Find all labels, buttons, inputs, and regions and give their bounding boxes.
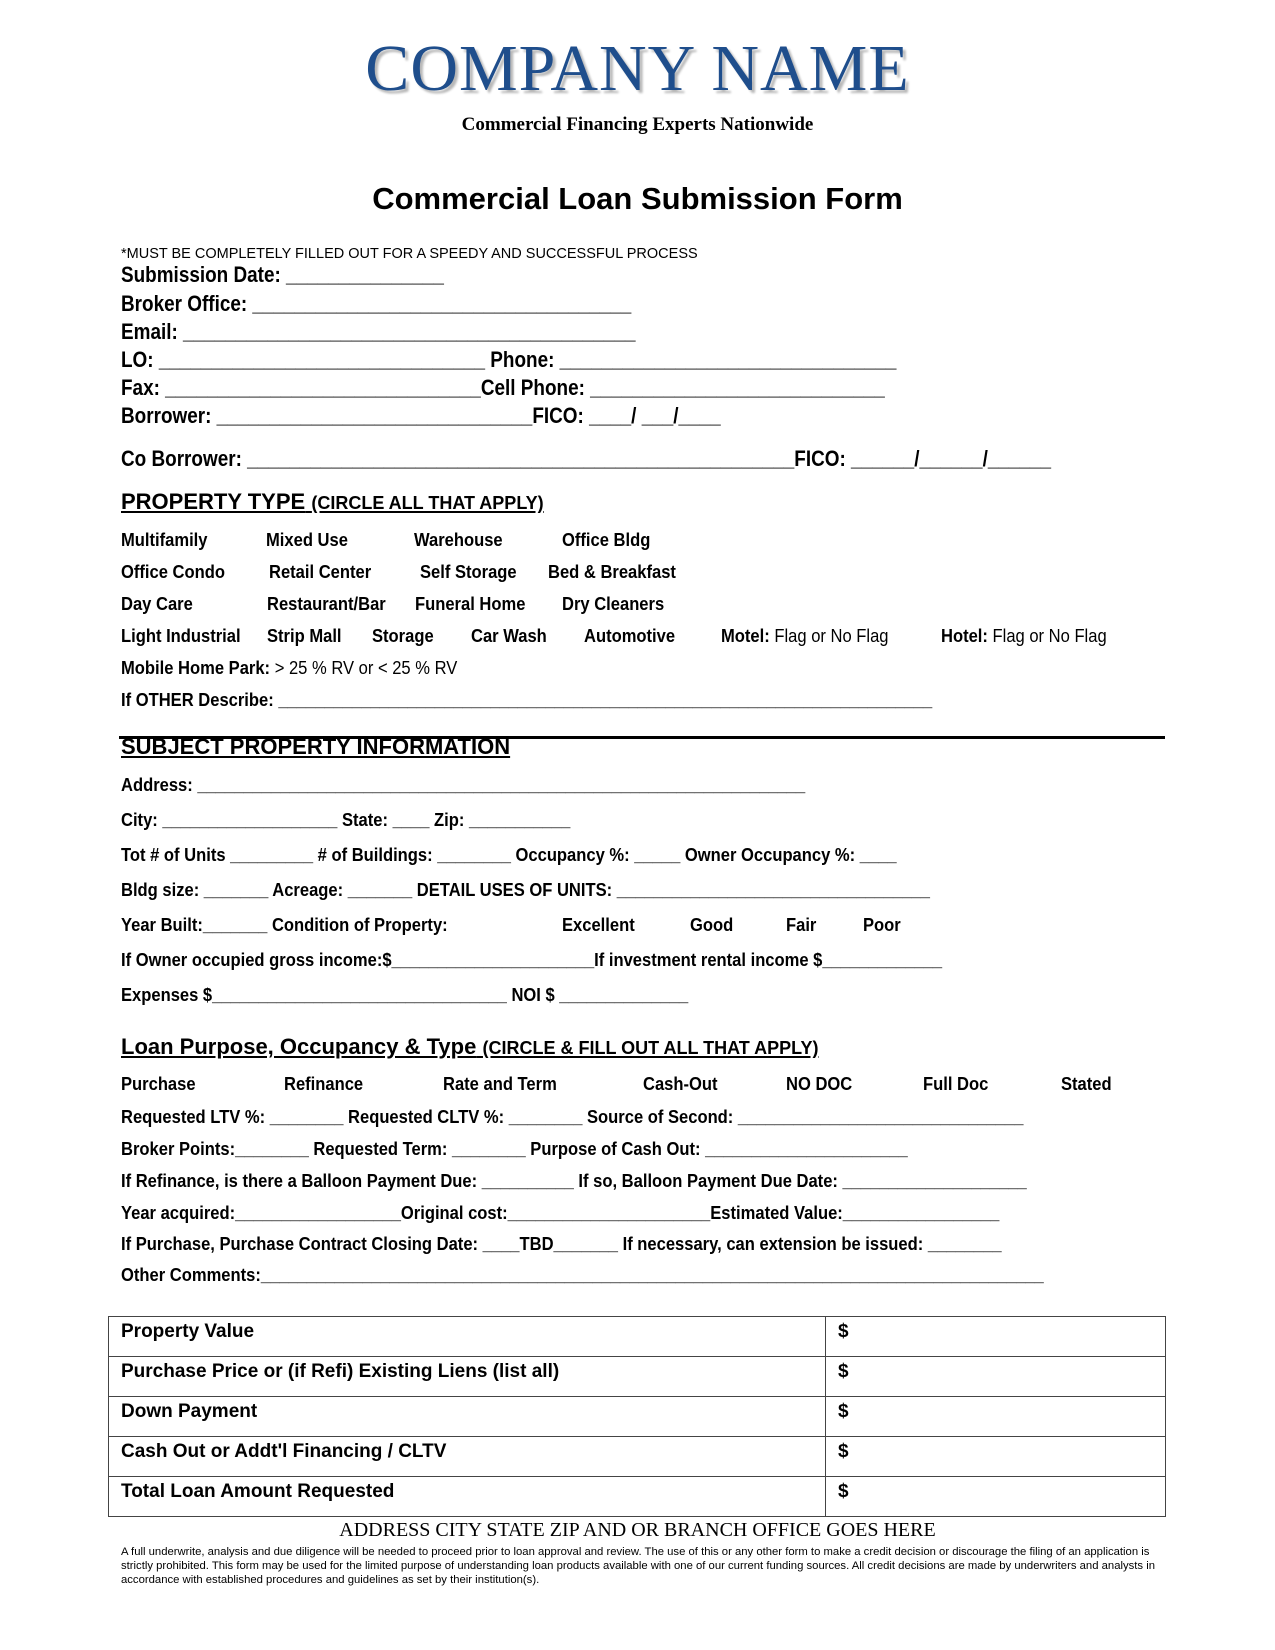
property-option[interactable]: Dry Cleaners <box>562 594 665 614</box>
hotel-option[interactable] <box>941 626 1107 647</box>
loan-purpose-heading <box>121 1034 818 1060</box>
loan-option-rate-and-term[interactable]: Rate and Term <box>443 1074 557 1094</box>
motel-flag-options[interactable]: Flag or No Flag <box>774 626 889 646</box>
completion-notice: *MUST BE COMPLETELY FILLED OUT FOR A SPEEDY AND SUCCESSFUL PROCESS <box>121 246 698 262</box>
fax-cell-fields[interactable]: Fax: ______________________________Cell Phone: ____________________________ <box>121 375 885 400</box>
submission-date-field[interactable]: Submission Date: _______________ <box>121 262 444 287</box>
motel-option[interactable] <box>721 626 889 647</box>
expenses-noi-fields[interactable]: Expenses $________________________________ NOI $ ______________ <box>121 985 689 1005</box>
table-row <box>109 1477 1166 1517</box>
income-fields[interactable]: If Owner occupied gross income:$______________________If investment rental income $_____________ <box>121 950 943 970</box>
property-option[interactable]: Funeral Home <box>415 594 526 614</box>
city-state-zip-fields[interactable]: City: ___________________ State: ____ Zip: ___________ <box>121 810 571 830</box>
property-option[interactable]: Automotive <box>584 626 676 646</box>
property-option[interactable]: Office Condo <box>121 562 225 582</box>
loan-purpose-instruction: (CIRCLE & FILL OUT ALL THAT APPLY) <box>482 1038 819 1058</box>
amount-cell[interactable]: $ <box>826 1477 1166 1517</box>
table-row <box>109 1437 1166 1477</box>
other-describe-field[interactable]: If OTHER Describe: _______________________________________________________________________ <box>121 690 933 710</box>
condition-fair[interactable]: Fair <box>786 915 817 935</box>
size-acreage-fields[interactable]: Bldg size: _______ Acreage: _______ DETAIL USES OF UNITS: __________________________________ <box>121 880 930 900</box>
loan-option-full-doc[interactable]: Full Doc <box>923 1074 989 1094</box>
mobile-home-rv-options[interactable]: > 25 % RV or < 25 % RV <box>274 658 458 678</box>
property-option[interactable]: Light Industrial <box>121 626 241 646</box>
property-option[interactable]: Car Wash <box>471 626 547 646</box>
company-tagline: Commercial Financing Experts Nationwide <box>461 114 814 135</box>
property-option[interactable]: Restaurant/Bar <box>267 594 386 614</box>
loan-summary-table <box>108 1316 1166 1517</box>
loan-option-no-doc[interactable]: NO DOC <box>786 1074 853 1094</box>
condition-poor[interactable]: Poor <box>863 915 901 935</box>
borrower-fico-fields[interactable]: Borrower: ______________________________FICO: ____/ ___/____ <box>121 403 721 428</box>
property-option[interactable]: Storage <box>372 626 434 646</box>
row-label: Property Value <box>109 1317 826 1357</box>
other-comments-field[interactable]: Other Comments:_____________________________________________________________________________________ <box>121 1265 1044 1285</box>
mobile-home-park-option[interactable] <box>121 658 457 679</box>
acquisition-value-fields[interactable]: Year acquired:__________________Original cost:______________________Estimated Value:_________________ <box>121 1203 1000 1223</box>
loan-option-cash-out[interactable]: Cash-Out <box>643 1074 718 1094</box>
condition-excellent[interactable]: Excellent <box>562 915 635 935</box>
loan-purpose-title: Loan Purpose, Occupancy & Type <box>121 1034 477 1059</box>
property-option[interactable]: Self Storage <box>420 562 517 582</box>
email-field[interactable]: Email: ___________________________________________ <box>121 319 636 344</box>
property-option[interactable]: Office Bldg <box>562 530 651 550</box>
property-type-instruction: (CIRCLE ALL THAT APPLY) <box>311 493 544 513</box>
amount-cell[interactable]: $ <box>826 1317 1166 1357</box>
lo-phone-fields[interactable]: LO: _______________________________ Phone: ________________________________ <box>121 347 897 372</box>
loan-option-purchase[interactable]: Purchase <box>121 1074 196 1094</box>
table-row <box>109 1317 1166 1357</box>
property-option[interactable]: Bed & Breakfast <box>548 562 676 582</box>
amount-cell[interactable]: $ <box>826 1357 1166 1397</box>
motel-label: Motel: <box>721 626 770 646</box>
amount-cell[interactable]: $ <box>826 1437 1166 1477</box>
table-row <box>109 1397 1166 1437</box>
closing-date-fields[interactable]: If Purchase, Purchase Contract Closing Date: ____TBD_______ If necessary, can extension be issued: ________ <box>121 1234 1002 1254</box>
loan-option-refinance[interactable]: Refinance <box>284 1074 364 1094</box>
table-row <box>109 1357 1166 1397</box>
property-type-heading <box>121 489 544 515</box>
subject-property-heading: SUBJECT PROPERTY INFORMATION <box>121 734 511 759</box>
balloon-payment-fields[interactable]: If Refinance, is there a Balloon Payment Due: __________ If so, Balloon Payment Due Date: ____________________ <box>121 1171 1027 1191</box>
points-term-fields[interactable]: Broker Points:________ Requested Term: ________ Purpose of Cash Out: ______________________ <box>121 1139 908 1159</box>
ltv-cltv-fields[interactable]: Requested LTV %: ________ Requested CLTV %: ________ Source of Second: _______________________________ <box>121 1107 1024 1127</box>
form-title: Commercial Loan Submission Form <box>372 181 903 216</box>
property-option[interactable]: Day Care <box>121 594 193 614</box>
property-type-title: PROPERTY TYPE <box>121 489 306 514</box>
broker-office-field[interactable]: Broker Office: ____________________________________ <box>121 291 632 316</box>
property-option[interactable]: Strip Mall <box>267 626 342 646</box>
co-borrower-fico-fields[interactable]: Co Borrower: ____________________________________________________FICO: ______/______/______ <box>121 446 1051 471</box>
mobile-home-label: Mobile Home Park: <box>121 658 271 678</box>
address-field[interactable]: Address: __________________________________________________________________ <box>121 775 806 795</box>
footer-disclaimer: A full underwrite, analysis and due diligence will be needed to proceed prior to loan approval and review. The use of this or any other form to make a credit decision or discourage the filing of an application is strictly prohibited. This form may be used for the limited purpose of understanding loan products available with one of our current funding sources. All credit decisions are made by underwriters and analysts in accordance with established procedures and guidelines as set by their institution(s). <box>121 1546 1156 1586</box>
property-option[interactable]: Mixed Use <box>266 530 348 550</box>
property-option[interactable]: Warehouse <box>414 530 503 550</box>
property-option[interactable]: Retail Center <box>269 562 372 582</box>
property-option[interactable]: Multifamily <box>121 530 208 550</box>
year-built-field[interactable]: Year Built:_______ Condition of Property: <box>121 915 448 935</box>
company-name: COMPANY NAME <box>365 32 910 105</box>
units-occupancy-fields[interactable]: Tot # of Units _________ # of Buildings: ________ Occupancy %: _____ Owner Occupancy %: ____ <box>121 845 897 865</box>
row-label: Purchase Price or (if Refi) Existing Liens (list all) <box>109 1357 826 1397</box>
row-label: Down Payment <box>109 1397 826 1437</box>
condition-good[interactable]: Good <box>690 915 734 935</box>
loan-option-stated[interactable]: Stated <box>1061 1074 1112 1094</box>
hotel-flag-options[interactable]: Flag or No Flag <box>992 626 1107 646</box>
row-label: Cash Out or Addt'l Financing / CLTV <box>109 1437 826 1477</box>
footer-address: ADDRESS CITY STATE ZIP AND OR BRANCH OFFICE GOES HERE <box>339 1519 936 1541</box>
amount-cell[interactable]: $ <box>826 1397 1166 1437</box>
hotel-label: Hotel: <box>941 626 988 646</box>
row-label: Total Loan Amount Requested <box>109 1477 826 1517</box>
